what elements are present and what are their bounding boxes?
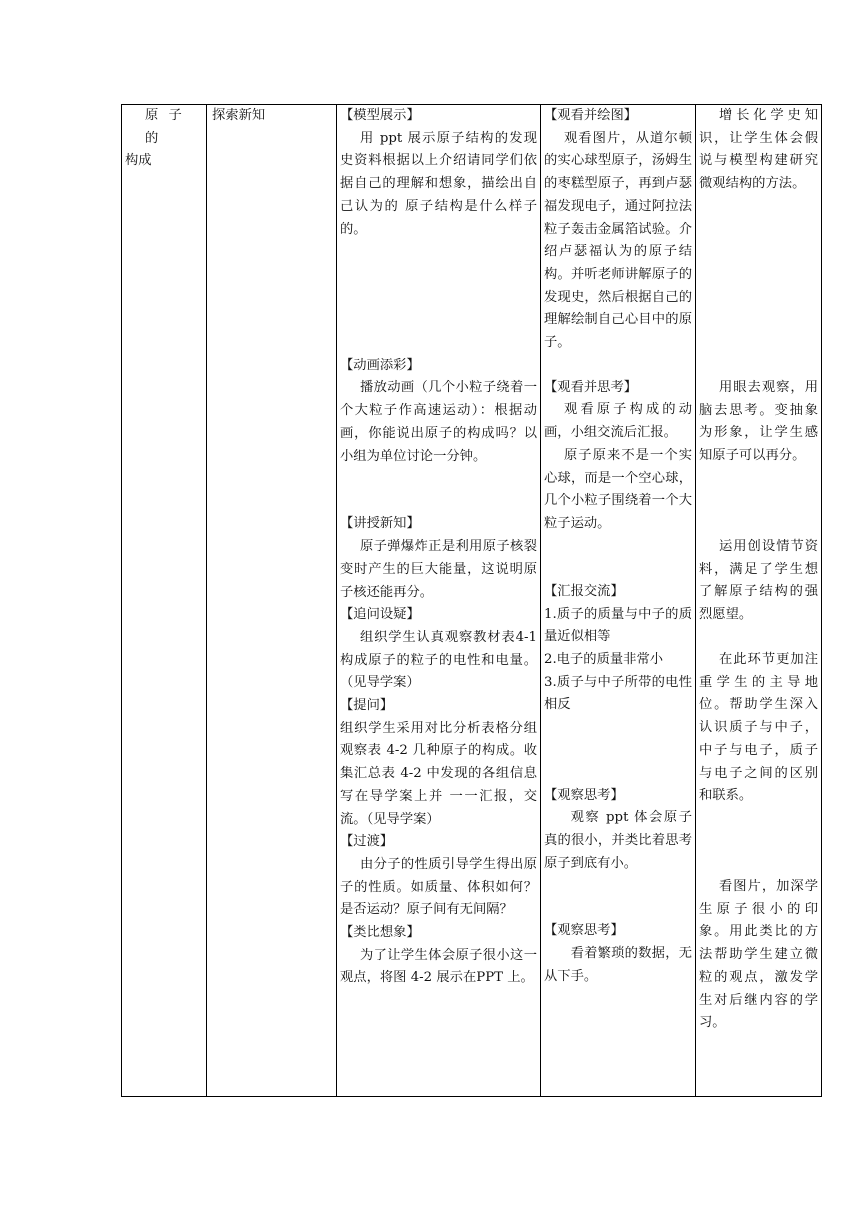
report-header: 【汇报交流】 xyxy=(544,583,624,599)
design-intent-cell xyxy=(696,105,822,1097)
intent-paragraph: 看图片，加深学生原子很小的印象。用此类比的方法帮助学生建立微粒的观点，激发学生对后继内容的学习。 xyxy=(699,879,818,1031)
reflect-1-text: 观察 ppt 体会原子真的很小，并类比着思考原子到底有小。 xyxy=(544,810,692,871)
transition-text: 由分子的性质引导学生得出原子的性质。如质量、体积如何？是否运动？原子间有无间隔？ xyxy=(340,856,537,918)
topic-line-2: 构成 xyxy=(125,153,152,169)
question-text: 组织学生采用对比分析表格分组观察表 4-2 几种原子的构成。收集汇总表 4-2 中发现的各组信息写在导学案上并 一一汇报，交流。（见导学案） xyxy=(340,720,537,827)
topic-cell xyxy=(122,105,207,1097)
table-row xyxy=(122,105,822,1097)
lesson-plan-table xyxy=(121,104,822,1097)
followup-header: 【追问设疑】 xyxy=(340,607,420,623)
intent-paragraph: 运用创设情节资料，满足了学生想了解原子结构的强烈愿望。 xyxy=(699,539,818,623)
analogy-header: 【类比想象】 xyxy=(340,925,420,941)
observe-think-text-2: 原子原来不是一个实心球，而是一个空心球，几个小粒子围绕着一个大粒子运动。 xyxy=(544,447,692,531)
report-item: 1.质子的质量与中子的质量近似相等 xyxy=(544,606,692,645)
teacher-activity-cell xyxy=(337,105,541,1097)
model-header: 【模型展示】 xyxy=(340,108,420,123)
question-header: 【提问】 xyxy=(340,698,394,714)
transition-header: 【过渡】 xyxy=(340,834,394,850)
anim-header: 【动画添彩】 xyxy=(340,357,420,373)
observe-think-text-1: 观看原子构成的动画，小组交流后汇报。 xyxy=(544,402,692,441)
observe-think-header: 【观看并思考】 xyxy=(544,379,638,395)
reflect-2-header: 【观察思考】 xyxy=(544,923,624,939)
analogy-text: 为了让学生体会原子很小这一观点，将图 4-2 展示在PPT 上。 xyxy=(340,947,537,986)
topic-line-1: 原 子 的 xyxy=(145,108,193,146)
model-text: 用 ppt 展示原子结构的发现史资料根据以上介绍请同学们依据自己的理解和想象，描绘出自己认为的 原子结构是什么样子的。 xyxy=(340,130,537,237)
observe-draw-text: 观看图片，从道尔顿的实心球型原子，汤姆生的枣糕型原子，再到卢瑟福发现电子，通过阿拉法粒子轰击金属箔试验。介绍卢瑟福认为的原子结构。并听老师讲解原子的发现史，然后根据自己的理解绘制自己心目中的原子。 xyxy=(544,130,692,351)
stage-cell xyxy=(207,105,337,1097)
student-activity-cell xyxy=(541,105,696,1097)
stage-label: 探索新知 xyxy=(212,108,266,123)
intent-paragraph: 在此环节更加注重学生的主导地位。帮助学生深入认识质子与中子，中子与电子，质子与电子之间的区别和联系。 xyxy=(699,652,818,804)
reflect-1-header: 【观察思考】 xyxy=(544,787,624,803)
observe-draw-header: 【观看并绘图】 xyxy=(544,108,638,123)
lecture-text: 原子弹爆炸正是利用原子核裂变时产生的巨大能量，这说明原子核还能再分。 xyxy=(340,539,537,600)
report-item: 3.质子与中子所带的电性相反 xyxy=(544,674,692,713)
lecture-header: 【讲授新知】 xyxy=(340,516,420,532)
intent-paragraph: 用眼去观察，用脑去思考。变抽象为形象，让学生感知原子可以再分。 xyxy=(699,380,818,464)
followup-text: 组织学生认真观察教材表4-1 构成原子的粒子的电性和电量。（见导学案） xyxy=(340,629,537,691)
report-item: 2.电子的质量非常小 xyxy=(544,651,664,667)
intent-paragraph: 增长化学史知识，让学生体会假说与模型构建研究微观结构的方法。 xyxy=(699,108,818,192)
anim-text: 播放动画（几个小粒子绕着一个大粒子作高速运动）：根据动画，你能说出原子的构成吗？以小组为单位讨论一分钟。 xyxy=(340,380,537,464)
reflect-2-text: 看着繁琐的数据，无从下手。 xyxy=(544,946,692,984)
